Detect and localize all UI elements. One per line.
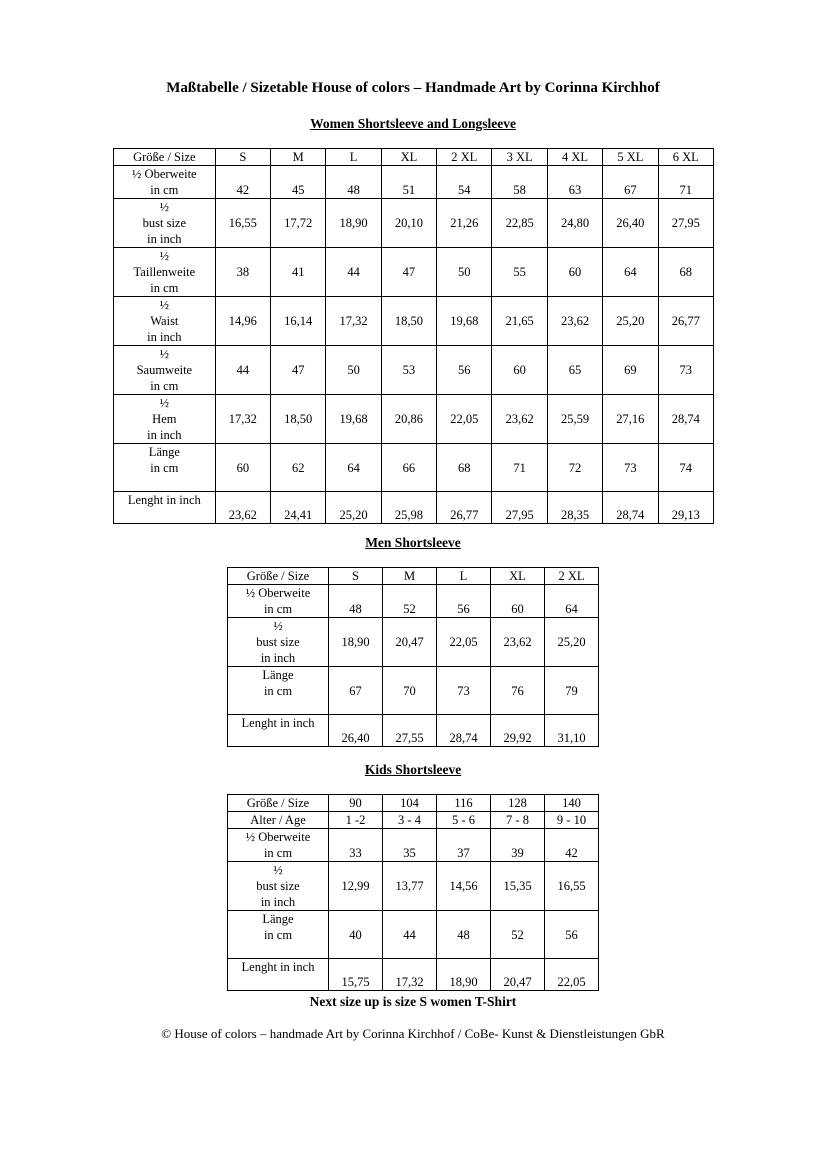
women-cell: 16,55 — [215, 199, 270, 248]
label-line: in cm — [150, 379, 179, 393]
kids-row-label — [228, 911, 329, 959]
men-row-label — [228, 568, 329, 585]
label-line: in inch — [147, 428, 182, 442]
men-row — [228, 585, 599, 618]
women-cell: 71 — [492, 444, 547, 492]
label-line: in inch — [260, 895, 296, 909]
label-line: Lenght in inch — [241, 960, 315, 974]
men-cell: L — [437, 568, 491, 585]
men-cell: 23,62 — [491, 618, 545, 667]
women-cell: 60 — [547, 248, 602, 297]
women-cell: 50 — [437, 248, 492, 297]
label-line: in cm — [150, 281, 179, 295]
women-cell: 27,16 — [603, 395, 658, 444]
women-cell: 18,90 — [326, 199, 381, 248]
men-cell: 25,20 — [545, 618, 599, 667]
women-cell: 48 — [326, 166, 381, 199]
kids-section-heading: Kids Shortsleeve — [364, 762, 462, 777]
kids-row — [228, 911, 599, 959]
women-cell: 51 — [381, 166, 436, 199]
label-line: in cm — [263, 846, 293, 860]
label-line: in cm — [263, 684, 293, 698]
women-cell: M — [271, 149, 326, 166]
women-cell: 28,74 — [658, 395, 713, 444]
women-cell: 19,68 — [437, 297, 492, 346]
women-cell: 6 XL — [658, 149, 713, 166]
kids-cell: 33 — [329, 829, 383, 862]
label-line: ½ — [159, 298, 170, 312]
men-section-heading: Men Shortsleeve — [365, 535, 461, 550]
label-line: in cm — [150, 461, 179, 475]
kids-row-label — [228, 795, 329, 812]
kids-cell: 5 - 6 — [437, 812, 491, 829]
kids-cell: 52 — [491, 911, 545, 959]
label-line: ½ — [159, 396, 170, 410]
label-line: Größe / Size — [133, 150, 196, 164]
men-cell: 70 — [383, 667, 437, 715]
women-row — [114, 166, 714, 199]
women-cell: 25,20 — [603, 297, 658, 346]
kids-cell: 18,90 — [437, 959, 491, 991]
label-line: in cm — [263, 602, 293, 616]
label-line: Saumweite — [136, 363, 193, 377]
label-line: Hem — [152, 412, 177, 426]
women-cell: 63 — [547, 166, 602, 199]
women-cell: 42 — [215, 166, 270, 199]
women-cell: 23,62 — [492, 395, 547, 444]
women-cell: 16,14 — [271, 297, 326, 346]
women-cell: 29,13 — [658, 492, 713, 524]
women-cell: 64 — [603, 248, 658, 297]
kids-cell: 48 — [437, 911, 491, 959]
kids-cell: 116 — [437, 795, 491, 812]
women-cell: 73 — [603, 444, 658, 492]
men-cell: 22,05 — [437, 618, 491, 667]
women-cell: 25,98 — [381, 492, 436, 524]
kids-cell: 35 — [383, 829, 437, 862]
women-cell: 22,85 — [492, 199, 547, 248]
label-line: bust size — [142, 216, 187, 230]
men-cell: 26,40 — [329, 715, 383, 747]
women-cell: S — [215, 149, 270, 166]
women-cell: 17,32 — [215, 395, 270, 444]
women-row — [114, 346, 714, 395]
kids-row-label — [228, 862, 329, 911]
men-cell: 64 — [545, 585, 599, 618]
label-line: ½ — [273, 619, 283, 633]
women-cell: 14,96 — [215, 297, 270, 346]
women-cell: 38 — [215, 248, 270, 297]
women-cell: 20,10 — [381, 199, 436, 248]
women-cell: 18,50 — [381, 297, 436, 346]
label-line: Länge — [262, 668, 294, 682]
kids-cell: 40 — [329, 911, 383, 959]
kids-row — [228, 862, 599, 911]
women-cell: 60 — [215, 444, 270, 492]
kids-cell: 7 - 8 — [491, 812, 545, 829]
men-cell: 73 — [437, 667, 491, 715]
women-cell: 22,05 — [437, 395, 492, 444]
men-cell: 76 — [491, 667, 545, 715]
kids-cell: 15,35 — [491, 862, 545, 911]
label-line: Lenght in inch — [127, 493, 201, 507]
women-cell: 47 — [271, 346, 326, 395]
men-cell: 56 — [437, 585, 491, 618]
women-cell: 21,65 — [492, 297, 547, 346]
kids-row — [228, 795, 599, 812]
women-row — [114, 297, 714, 346]
women-row — [114, 492, 714, 524]
label-line: in inch — [147, 330, 182, 344]
women-row — [114, 199, 714, 248]
women-cell: 47 — [381, 248, 436, 297]
men-cell: S — [329, 568, 383, 585]
women-row-label — [114, 149, 216, 166]
men-row-label — [228, 715, 329, 747]
women-cell: 19,68 — [326, 395, 381, 444]
label-line: Taillenweite — [133, 265, 196, 279]
kids-cell: 16,55 — [545, 862, 599, 911]
men-row-label — [228, 667, 329, 715]
men-cell: M — [383, 568, 437, 585]
women-size-table — [113, 148, 714, 524]
label-line: in cm — [150, 183, 179, 197]
kids-cell: 37 — [437, 829, 491, 862]
kids-cell: 15,75 — [329, 959, 383, 991]
women-cell: 53 — [381, 346, 436, 395]
women-cell: 41 — [271, 248, 326, 297]
kids-row-label — [228, 959, 329, 991]
kids-cell: 9 - 10 — [545, 812, 599, 829]
women-cell: 62 — [271, 444, 326, 492]
women-cell: 28,74 — [603, 492, 658, 524]
women-cell: 28,35 — [547, 492, 602, 524]
label-line: bust size — [256, 635, 300, 649]
kids-cell: 14,56 — [437, 862, 491, 911]
label-line: in inch — [147, 232, 182, 246]
women-cell: 73 — [658, 346, 713, 395]
men-cell: XL — [491, 568, 545, 585]
label-line: Länge — [148, 445, 180, 459]
women-cell: 58 — [492, 166, 547, 199]
men-row-label — [228, 618, 329, 667]
women-cell: 24,41 — [271, 492, 326, 524]
kids-cell: 104 — [383, 795, 437, 812]
label-line: in inch — [260, 651, 296, 665]
men-row — [228, 568, 599, 585]
women-row — [114, 248, 714, 297]
women-cell: 23,62 — [547, 297, 602, 346]
women-cell: 26,40 — [603, 199, 658, 248]
women-section-heading: Women Shortsleeve and Longsleeve — [310, 116, 516, 131]
women-cell: 26,77 — [437, 492, 492, 524]
women-cell: 67 — [603, 166, 658, 199]
kids-cell: 44 — [383, 911, 437, 959]
kids-cell: 13,77 — [383, 862, 437, 911]
label-line: ½ — [273, 863, 283, 877]
women-cell: 50 — [326, 346, 381, 395]
kids-row — [228, 829, 599, 862]
women-cell: 65 — [547, 346, 602, 395]
women-cell: 56 — [437, 346, 492, 395]
women-cell: 27,95 — [658, 199, 713, 248]
women-row-label — [114, 248, 216, 297]
women-row-label — [114, 166, 216, 199]
women-row-label — [114, 346, 216, 395]
women-row-label — [114, 395, 216, 444]
women-row — [114, 395, 714, 444]
women-row-label — [114, 199, 216, 248]
kids-cell: 39 — [491, 829, 545, 862]
men-cell: 31,10 — [545, 715, 599, 747]
women-cell: 69 — [603, 346, 658, 395]
label-line: ½ — [159, 200, 170, 214]
kids-cell: 20,47 — [491, 959, 545, 991]
women-cell: L — [326, 149, 381, 166]
label-line: ½ — [159, 249, 170, 263]
label-line: Waist — [150, 314, 179, 328]
kids-cell: 1 -2 — [329, 812, 383, 829]
label-line: Größe / Size — [246, 796, 310, 810]
women-row-label — [114, 297, 216, 346]
men-cell: 2 XL — [545, 568, 599, 585]
kids-cell: 128 — [491, 795, 545, 812]
women-cell: XL — [381, 149, 436, 166]
label-line: bust size — [256, 879, 300, 893]
men-row — [228, 667, 599, 715]
women-cell: 26,77 — [658, 297, 713, 346]
label-line: Größe / Size — [246, 569, 310, 583]
kids-row-label — [228, 829, 329, 862]
women-cell: 44 — [215, 346, 270, 395]
women-cell: 68 — [658, 248, 713, 297]
kids-cell: 140 — [545, 795, 599, 812]
men-row-label — [228, 585, 329, 618]
women-cell: 64 — [326, 444, 381, 492]
women-cell: 17,72 — [271, 199, 326, 248]
women-cell: 55 — [492, 248, 547, 297]
kids-cell: 12,99 — [329, 862, 383, 911]
women-cell: 68 — [437, 444, 492, 492]
women-cell: 20,86 — [381, 395, 436, 444]
kids-row — [228, 812, 599, 829]
women-cell: 4 XL — [547, 149, 602, 166]
size-note: Next size up is size S women T-Shirt — [309, 994, 517, 1009]
kids-cell: 3 - 4 — [383, 812, 437, 829]
men-row — [228, 715, 599, 747]
men-cell: 29,92 — [491, 715, 545, 747]
label-line: in cm — [263, 928, 293, 942]
women-cell: 45 — [271, 166, 326, 199]
men-cell: 27,55 — [383, 715, 437, 747]
women-cell: 54 — [437, 166, 492, 199]
women-cell: 72 — [547, 444, 602, 492]
label-line: Länge — [262, 912, 294, 926]
women-cell: 21,26 — [437, 199, 492, 248]
men-cell: 67 — [329, 667, 383, 715]
label-line: Alter / Age — [250, 813, 306, 827]
kids-cell: 17,32 — [383, 959, 437, 991]
men-cell: 60 — [491, 585, 545, 618]
men-cell: 52 — [383, 585, 437, 618]
kids-row-label — [228, 812, 329, 829]
women-cell: 2 XL — [437, 149, 492, 166]
kids-cell: 90 — [329, 795, 383, 812]
copyright-footer: © House of colors – handmade Art by Corinna Kirchhof / CoBe- Kunst & Dienstleistungen GbR — [161, 1026, 665, 1041]
women-cell: 25,59 — [547, 395, 602, 444]
label-line: ½ Oberweite — [245, 830, 311, 844]
women-cell: 5 XL — [603, 149, 658, 166]
women-cell: 18,50 — [271, 395, 326, 444]
women-cell: 27,95 — [492, 492, 547, 524]
men-cell: 28,74 — [437, 715, 491, 747]
women-cell: 3 XL — [492, 149, 547, 166]
women-row — [114, 444, 714, 492]
men-size-table — [227, 567, 599, 747]
label-line: Lenght in inch — [241, 716, 315, 730]
men-cell: 48 — [329, 585, 383, 618]
page-title: Maßtabelle / Sizetable House of colors – Handmade Art by Corinna Kirchhof — [166, 80, 660, 96]
women-cell: 60 — [492, 346, 547, 395]
women-row-label — [114, 492, 216, 524]
men-cell: 79 — [545, 667, 599, 715]
label-line: ½ Oberweite — [245, 586, 311, 600]
women-cell: 71 — [658, 166, 713, 199]
men-cell: 18,90 — [329, 618, 383, 667]
women-row-label — [114, 444, 216, 492]
label-line: ½ Oberweite — [132, 167, 197, 181]
women-cell: 24,80 — [547, 199, 602, 248]
label-line: ½ — [159, 347, 170, 361]
men-cell: 20,47 — [383, 618, 437, 667]
women-cell: 23,62 — [215, 492, 270, 524]
kids-cell: 42 — [545, 829, 599, 862]
women-cell: 74 — [658, 444, 713, 492]
women-cell: 66 — [381, 444, 436, 492]
kids-row — [228, 959, 599, 991]
women-cell: 25,20 — [326, 492, 381, 524]
women-cell: 17,32 — [326, 297, 381, 346]
kids-cell: 56 — [545, 911, 599, 959]
women-cell: 44 — [326, 248, 381, 297]
men-row — [228, 618, 599, 667]
kids-size-table — [227, 794, 599, 991]
women-row — [114, 149, 714, 166]
kids-cell: 22,05 — [545, 959, 599, 991]
